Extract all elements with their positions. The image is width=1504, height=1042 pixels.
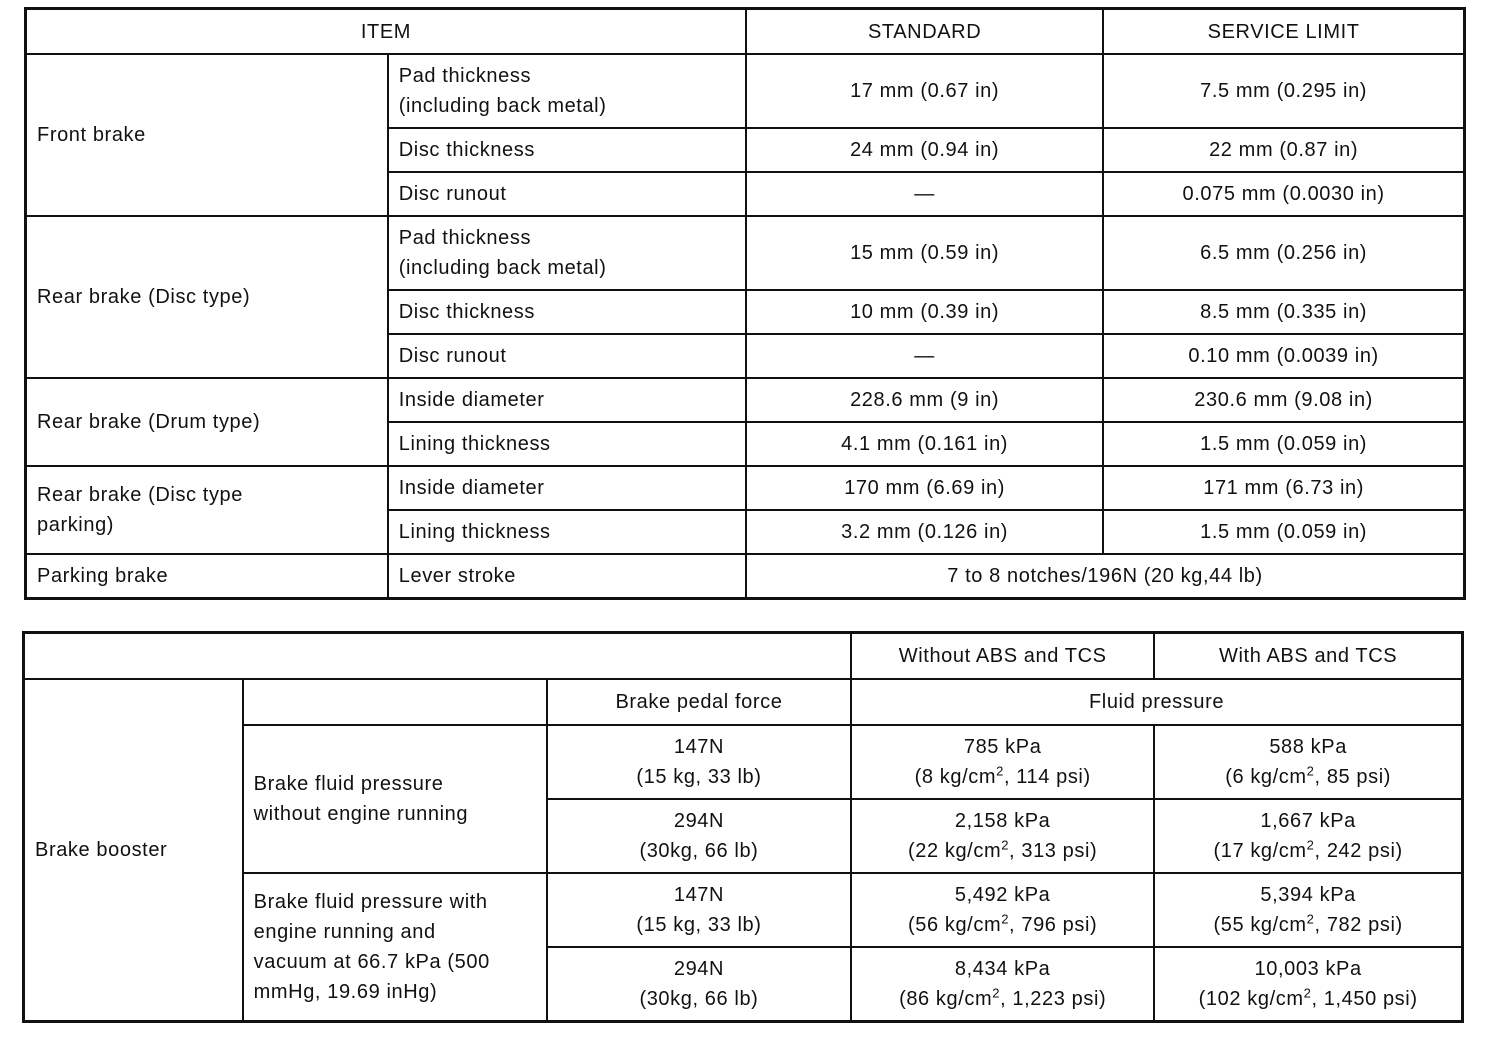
table-row	[26, 54, 1465, 128]
blank-subheader-cell	[243, 679, 547, 725]
with-abs-cell: 588 kPa (6 $kg/cm^2$, 85 psi)	[1154, 725, 1462, 799]
limit-cell: 1.5 mm (0.059 in)	[1103, 422, 1464, 466]
without-abs-cell: 2,158 kPa (22 $kg/cm^2$, 313 psi)	[851, 799, 1154, 873]
service-limit-header: SERVICE LIMIT	[1103, 9, 1464, 55]
subheader-row	[24, 679, 1463, 725]
item-header: ITEM	[26, 9, 746, 55]
standard-cell: 15 mm (0.59 in)	[746, 216, 1103, 290]
with-abs-cell: 10,003 kPa (102 $kg/cm^2$, 1,450 psi)	[1154, 947, 1462, 1022]
pedal-force-cell: 294N (30kg, 66 lb)	[547, 799, 851, 873]
limit-cell: 230.6 mm (9.08 in)	[1103, 378, 1464, 422]
brake-spec-table	[24, 7, 1466, 600]
with-abs-cell: 5,394 kPa (55 $kg/cm^2$, 782 psi)	[1154, 873, 1462, 947]
standard-cell: —	[746, 172, 1103, 216]
table-row	[26, 466, 1465, 510]
item-cell: Disc runout	[388, 334, 746, 378]
standard-cell: 10 mm (0.39 in)	[746, 290, 1103, 334]
pedal-force-cell: 147N (15 kg, 33 lb)	[547, 873, 851, 947]
limit-cell: 7.5 mm (0.295 in)	[1103, 54, 1464, 128]
group-label: Rear brake (Disc type parking)	[26, 466, 388, 554]
item-cell: Lining thickness	[388, 422, 746, 466]
group-label: Rear brake (Drum type)	[26, 378, 388, 466]
group-label: Parking brake	[26, 554, 388, 599]
without-abs-cell: 8,434 kPa (86 $kg/cm^2$, 1,223 psi)	[851, 947, 1154, 1022]
standard-cell: 4.1 mm (0.161 in)	[746, 422, 1103, 466]
pedal-force-header: Brake pedal force	[547, 679, 851, 725]
standard-cell: —	[746, 334, 1103, 378]
pedal-force-cell: 294N (30kg, 66 lb)	[547, 947, 851, 1022]
item-cell: Pad thickness (including back metal)	[388, 54, 746, 128]
with-abs-cell: 1,667 kPa (17 $kg/cm^2$, 242 psi)	[1154, 799, 1462, 873]
fluid-pressure-header: Fluid pressure	[851, 679, 1462, 725]
blank-header-cell	[24, 633, 852, 680]
condition-label: Brake fluid pressure with engine running and vacuum at 66.7 kPa (500 mmHg, 19.69 inHg)	[243, 873, 547, 1022]
table-row	[26, 216, 1465, 290]
item-cell: Lining thickness	[388, 510, 746, 554]
item-cell: Disc thickness	[388, 128, 746, 172]
limit-cell: 8.5 mm (0.335 in)	[1103, 290, 1464, 334]
limit-cell: 171 mm (6.73 in)	[1103, 466, 1464, 510]
combined-value-cell: 7 to 8 notches/196N (20 kg,44 lb)	[746, 554, 1465, 599]
item-cell: Pad thickness (including back metal)	[388, 216, 746, 290]
group-label: Front brake	[26, 54, 388, 216]
limit-cell: 0.075 mm (0.0030 in)	[1103, 172, 1464, 216]
without-abs-cell: 785 kPa (8 $kg/cm^2$, 114 psi)	[851, 725, 1154, 799]
limit-cell: 6.5 mm (0.256 in)	[1103, 216, 1464, 290]
limit-cell: 1.5 mm (0.059 in)	[1103, 510, 1464, 554]
without-abs-cell: 5,492 kPa (56 $kg/cm^2$, 796 psi)	[851, 873, 1154, 947]
standard-cell: 24 mm (0.94 in)	[746, 128, 1103, 172]
limit-cell: 0.10 mm (0.0039 in)	[1103, 334, 1464, 378]
item-cell: Disc thickness	[388, 290, 746, 334]
header-row	[24, 633, 1463, 680]
item-cell: Inside diameter	[388, 378, 746, 422]
standard-cell: 170 mm (6.69 in)	[746, 466, 1103, 510]
group-label: Rear brake (Disc type)	[26, 216, 388, 378]
table-row	[26, 378, 1465, 422]
standard-cell: 228.6 mm (9 in)	[746, 378, 1103, 422]
standard-cell: 17 mm (0.67 in)	[746, 54, 1103, 128]
item-cell: Lever stroke	[388, 554, 746, 599]
standard-header: STANDARD	[746, 9, 1103, 55]
limit-cell: 22 mm (0.87 in)	[1103, 128, 1464, 172]
item-cell: Disc runout	[388, 172, 746, 216]
with-abs-header: With ABS and TCS	[1154, 633, 1462, 680]
brake-booster-table	[22, 631, 1464, 1023]
item-cell: Inside diameter	[388, 466, 746, 510]
condition-label: Brake fluid pressure without engine running	[243, 725, 547, 873]
standard-cell: 3.2 mm (0.126 in)	[746, 510, 1103, 554]
pedal-force-cell: 147N (15 kg, 33 lb)	[547, 725, 851, 799]
without-abs-header: Without ABS and TCS	[851, 633, 1154, 680]
header-row	[26, 9, 1465, 55]
brake-booster-label: Brake booster	[24, 679, 243, 1022]
table-row	[26, 554, 1465, 599]
